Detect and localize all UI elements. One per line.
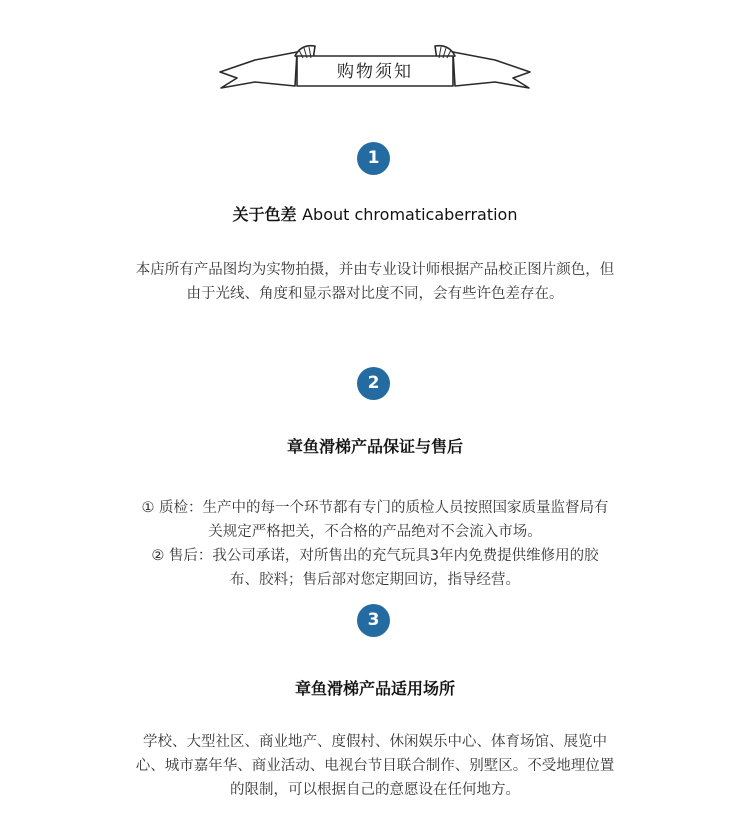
section-2-line-2: 关规定严格把关，不合格的产品绝对不会流入市场。	[208, 524, 542, 540]
section-2-body	[0, 496, 750, 592]
section-3-line-3: 的限制，可以根据自己的意愿设在任何地方。	[230, 782, 520, 798]
section-1-line-1: 本店所有产品图均为实物拍摄，并由专业设计师根据产品校正图片颜色，但	[135, 262, 615, 278]
title-banner	[215, 38, 535, 98]
section-2-line-1: ① 质检：生产中的每一个环节都有专门的质检人员按照国家质量监督局有	[141, 500, 609, 516]
section-3-number-badge: 3	[357, 604, 390, 637]
section-3-line-1: 学校、大型社区、商业地产、度假村、休闲娱乐中心、体育场馆、展览中	[143, 734, 607, 750]
section-1-body	[0, 258, 750, 306]
section-2-heading: 章鱼滑梯产品保证与售后	[286, 437, 463, 456]
section-2-line-3: ② 售后：我公司承诺，对所售出的充气玩具3年内免费提供维修用的胶	[151, 548, 599, 564]
section-3-heading: 章鱼滑梯产品适用场所	[294, 679, 455, 698]
section-1-heading-cn: 关于色差	[232, 205, 297, 224]
section-3-body	[0, 730, 750, 802]
section-1-heading	[0, 202, 750, 225]
section-3-line-2: 心、城市嘉年华、商业活动、电视台节目联合制作、别墅区。不受地理位置	[135, 758, 615, 774]
section-2-line-4: 布、胶料；售后部对您定期回访，指导经营。	[230, 572, 520, 588]
section-1-line-2: 由于光线、角度和显示器对比度不同，会有些许色差存在。	[186, 286, 564, 302]
section-2-number-badge: 2	[357, 367, 390, 400]
banner-title: 购物须知	[337, 62, 413, 82]
section-1-number-badge: 1	[357, 142, 390, 175]
section-1-heading-en: About chromaticaberration	[302, 205, 518, 224]
